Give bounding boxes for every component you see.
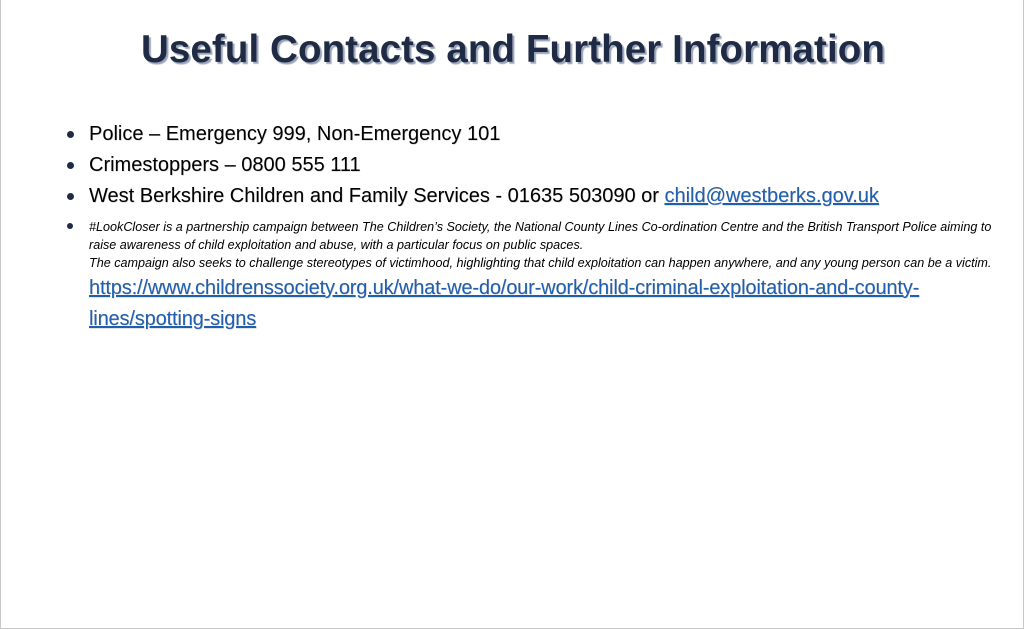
campaign-url-link[interactable]: https://www.childrenssociety.org.uk/what-we-do/our-work/child-criminal-exploitation-and-county-lines/spotting-signs	[89, 277, 920, 330]
page-title: Useful Contacts and Further Information	[141, 28, 885, 71]
list-item-campaign	[67, 218, 1017, 335]
contacts-list	[67, 119, 1017, 335]
family-services-contact-text: West Berkshire Children and Family Services - 01635 503090 or	[89, 185, 665, 207]
bullet-icon	[67, 162, 74, 169]
campaign-description-continued: The campaign also seeks to challenge stereotypes of victimhood, highlighting that child exploitation can happen anywhere, and any young person can be a victim.	[89, 256, 992, 270]
crimestoppers-contact-text: Crimestoppers – 0800 555 111	[89, 154, 361, 176]
bullet-icon	[67, 193, 74, 200]
bullet-icon	[67, 131, 74, 138]
bullet-icon	[67, 223, 73, 229]
list-item-crimestoppers	[67, 150, 1017, 181]
campaign-description: #LookCloser is a partnership campaign between The Children’s Society, the National County Lines Co-ordination Centre and the British Transport Police aiming to raise awareness of child exploitation and abuse, with a particular focus on public spaces.	[89, 220, 992, 252]
email-link[interactable]: child@westberks.gov.uk	[664, 185, 879, 207]
list-item-family-services	[67, 181, 1017, 212]
police-contact-text: Police – Emergency 999, Non-Emergency 101	[89, 123, 501, 145]
list-item-police	[67, 119, 1017, 150]
